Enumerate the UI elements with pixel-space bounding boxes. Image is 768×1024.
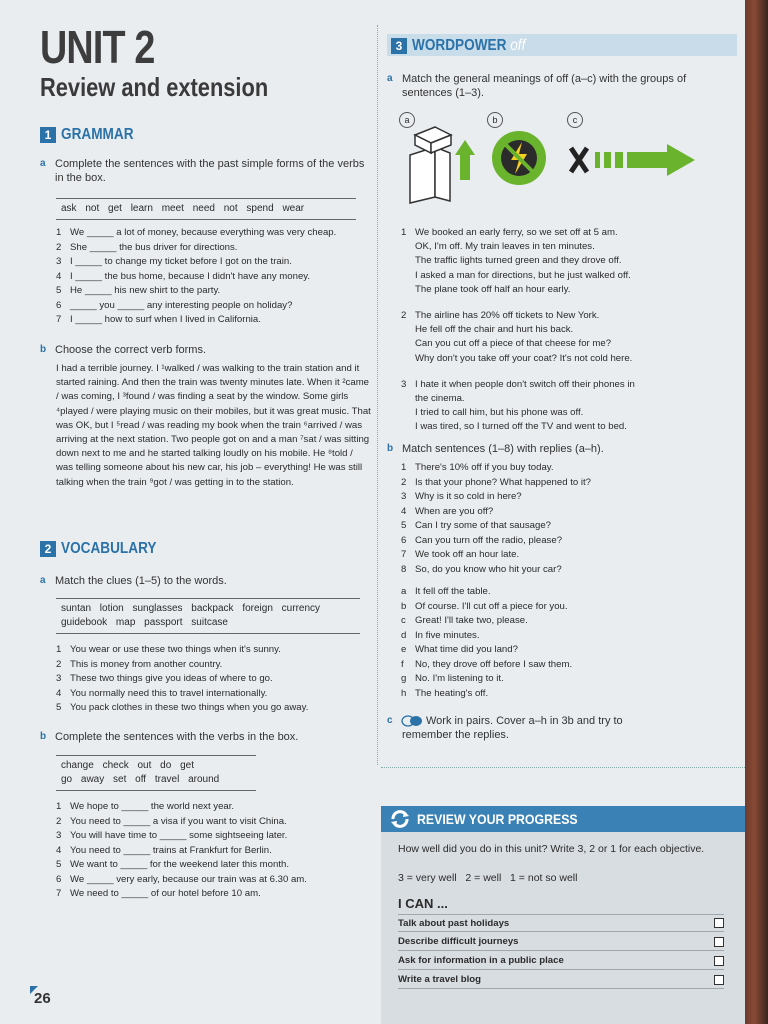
review-intro: How well did you do in this unit? Write 3, 2 or 1 for each objective.: [398, 843, 705, 855]
list-item: [56, 815, 376, 830]
item-number: 8: [401, 563, 407, 575]
vocabulary-a-clues: [56, 643, 376, 716]
wordbox-line: guidebook map passport suitcase: [61, 617, 228, 628]
list-item: [401, 490, 731, 505]
item-text: You pack clothes in these two things when you go away.: [70, 702, 309, 713]
item-text: Can you turn off the radio, please?: [415, 534, 563, 546]
review-heading: [381, 806, 745, 832]
list-item: [56, 800, 376, 815]
ican-label: Ask for information in a public place: [398, 955, 564, 966]
item-number: 5: [56, 859, 62, 870]
item-text: These two things give you ideas of where to go.: [70, 673, 273, 684]
item-number: 4: [401, 505, 407, 517]
list-item: [56, 255, 376, 270]
wordpower-heading: [391, 37, 545, 55]
ican-row: [398, 933, 724, 951]
item-number: 1: [56, 227, 62, 238]
item-text: Of course. I'll cut off a piece for you.: [415, 600, 568, 612]
ican-row: [398, 952, 724, 970]
group-sentence: I tried to call him, but his phone was off.: [415, 407, 584, 419]
group-sentence: the cinema.: [415, 393, 465, 404]
item-number: 6: [56, 299, 62, 311]
item-text: There's 10% off if you buy today.: [415, 462, 554, 473]
section-number: 2: [40, 541, 56, 557]
item-text: I _____ to change my ticket before I got on the train.: [70, 256, 292, 267]
unit-subtitle: Review and extension: [40, 72, 269, 102]
wordpower-b-sentences: [401, 461, 731, 577]
vocabulary-task-b: [40, 730, 370, 746]
list-item: [56, 873, 376, 888]
list-item: [56, 687, 376, 702]
ican-checkbox[interactable]: [714, 975, 724, 985]
group-sentence: The plane took off half an hour early.: [415, 283, 571, 295]
item-number: f: [401, 658, 404, 670]
icon-label-a: a: [399, 112, 415, 128]
ican-row: [398, 971, 724, 989]
icon-label-b: b: [487, 112, 503, 128]
task-letter: b: [40, 731, 47, 742]
group-sentence: I asked a man for directions, but he just walked off.: [415, 269, 631, 281]
group-sentence: The airline has 20% off tickets to New York.: [415, 310, 600, 321]
item-text: We want to _____ for the weekend later this month.: [70, 859, 290, 870]
cross-arrow-icon: [567, 140, 697, 180]
item-text: The heating's off.: [415, 687, 489, 699]
review-scale: 3 = very well 2 = well 1 = not so well: [398, 872, 578, 884]
progress-cycle-icon: [389, 809, 411, 829]
grammar-heading: [40, 126, 146, 144]
grammar-a-sentences: [56, 226, 376, 328]
grammar-b-paragraph: I had a terrible journey. I ¹walked / was walking to the train station and it started raining. And then the train was twenty minutes late. When it ²came / was coming, I ³found / was finding a seat by the window. Some girls ⁴played / were playing music on their mobiles, but it was great music. That was OK, but I ⁵read / was reading my book when the train ⁶arrived / was arriving at the next station. Two people got on and a man ⁷sat / was sitting down next to me and he started talking loudly on his mobile. He ⁸told / was telling someone about his new car, his job – everything! He was still talking when the train ⁹got / was getting in to the station.: [56, 363, 371, 488]
task-instruction: Match the general meanings of off (a–c) with the groups of sentences (1–3).: [402, 73, 687, 99]
item-number: g: [401, 673, 407, 684]
item-number: 2: [56, 658, 62, 670]
wordpower-b-replies: [401, 585, 731, 701]
group-number: 1: [401, 227, 407, 238]
ican-label: Describe difficult journeys: [398, 936, 519, 947]
review-progress-box: [381, 806, 745, 1024]
wordbox-line: go away set off travel around: [61, 774, 220, 785]
item-number: 7: [401, 549, 407, 560]
item-text: No, they drove off before I saw them.: [415, 658, 573, 670]
list-item: [401, 658, 731, 673]
icon-label-c: c: [567, 112, 583, 128]
task-letter: a: [40, 158, 46, 169]
item-number: d: [401, 629, 407, 641]
item-number: 2: [56, 815, 62, 827]
section-title: VOCABULARY: [61, 540, 157, 557]
list-item: [56, 829, 376, 844]
grammar-wordbox: ask not get learn meet need not spend wear: [56, 198, 356, 220]
item-number: 4: [56, 270, 62, 282]
list-item: [56, 887, 376, 902]
group-sentence: Why don't you take off your coat? It's not cold here.: [415, 352, 633, 364]
ican-heading: I CAN ...: [398, 896, 448, 911]
item-number: 7: [56, 314, 62, 325]
box-lift-icon: [405, 125, 495, 205]
vocabulary-b-sentences: [56, 800, 376, 902]
item-text: We _____ a lot of money, because everything was very cheap.: [70, 227, 337, 238]
wordbox-line: suntan lotion sunglasses backpack foreign currency: [61, 603, 321, 614]
item-number: 1: [56, 801, 62, 812]
task-instruction: Complete the sentences with the verbs in the box.: [55, 731, 299, 743]
review-title: REVIEW YOUR PROGRESS: [417, 811, 578, 827]
item-text: I _____ how to surf when I lived in California.: [70, 314, 261, 325]
item-number: 1: [401, 462, 407, 473]
vocabulary-heading: [40, 540, 173, 558]
task-letter: c: [387, 715, 393, 726]
list-item: [401, 629, 731, 644]
item-text: You wear or use these two things when it's sunny.: [70, 644, 281, 655]
list-item: [56, 672, 376, 687]
vocabulary-a-wordbox: [56, 598, 360, 634]
task-instruction: Work in pairs. Cover a–h in 3b and try to remember the replies.: [402, 715, 623, 741]
list-item: [401, 563, 731, 578]
task-letter: b: [387, 443, 394, 454]
list-item: [401, 687, 731, 702]
item-text: We need to _____ of our hotel before 10 am.: [70, 888, 261, 899]
power-off-icon: [489, 128, 549, 188]
item-number: 6: [56, 873, 62, 885]
group-sentence: We booked an early ferry, so we set off at 5 am.: [415, 227, 618, 238]
list-item: [401, 600, 731, 615]
item-text: You normally need this to travel internationally.: [70, 687, 268, 699]
list-item: [401, 519, 731, 534]
group-lines: [415, 309, 632, 366]
group-sentence: I hate it when people don't switch off their phones in: [415, 378, 635, 390]
group-lines: [415, 378, 635, 435]
group-number: 2: [401, 310, 407, 321]
list-item: [56, 299, 376, 314]
item-text: You need to _____ trains at Frankfurt for Berlin.: [70, 844, 272, 856]
item-text: He _____ his new shirt to the party.: [70, 285, 221, 296]
item-number: 5: [401, 520, 407, 531]
section-title: GRAMMAR: [61, 126, 134, 143]
list-item: [401, 585, 731, 600]
item-text: Great! I'll take two, please.: [415, 615, 528, 626]
ican-label: Write a travel blog: [398, 974, 481, 985]
page-number: 26: [34, 990, 51, 1007]
ican-checkbox[interactable]: [714, 956, 724, 966]
column-divider: [377, 25, 378, 765]
group-sentence: I was tired, so I turned off the TV and went to bed.: [415, 421, 627, 433]
wordpower-task-c: [387, 714, 737, 744]
item-number: 3: [56, 256, 62, 267]
item-number: e: [401, 644, 407, 655]
item-text: No. I'm listening to it.: [415, 673, 504, 684]
item-text: _____ you _____ any interesting people on holiday?: [70, 299, 293, 311]
list-item: [401, 476, 731, 491]
group-sentence: The traffic lights turned green and they drove off.: [415, 255, 622, 267]
unit-title: UNIT 2: [40, 21, 155, 73]
item-number: 6: [401, 534, 407, 546]
section-title: [412, 37, 525, 55]
grammar-task-b: [40, 343, 370, 359]
item-number: 2: [401, 476, 407, 488]
task-instruction: Match sentences (1–8) with replies (a–h).: [402, 443, 604, 455]
item-text: You need to _____ a visa if you want to visit China.: [70, 815, 287, 827]
list-item: [56, 658, 376, 673]
group-sentence: He fell off the chair and hurt his back.: [415, 324, 574, 336]
list-item: [56, 858, 376, 873]
item-text: What time did you land?: [415, 644, 518, 655]
item-number: 3: [56, 673, 62, 684]
task-letter: a: [387, 73, 393, 84]
list-item: [401, 548, 731, 563]
list-item: [56, 643, 376, 658]
item-number: 2: [56, 241, 62, 253]
wordpower-title: WORDPOWER: [412, 37, 507, 54]
wordpower-task-a: [387, 72, 737, 102]
item-number: 1: [56, 644, 62, 655]
list-item: [56, 270, 376, 285]
vocabulary-b-wordbox: [56, 755, 256, 791]
book-spine: [745, 0, 768, 1024]
ican-checkbox[interactable]: [714, 918, 724, 928]
item-number: c: [401, 615, 406, 626]
group-sentence: OK, I'm off. My train leaves in ten minutes.: [415, 241, 595, 253]
ican-checkbox[interactable]: [714, 937, 724, 947]
list-item: [401, 461, 731, 476]
item-number: 5: [56, 702, 62, 713]
wordpower-word: off: [510, 37, 526, 54]
item-text: I _____ the bus home, because I didn't have any money.: [70, 270, 311, 282]
item-text: So, do you know who hit your car?: [415, 563, 562, 575]
item-text: She _____ the bus driver for directions.: [70, 241, 238, 253]
list-item: [56, 844, 376, 859]
list-item: [401, 505, 731, 520]
section-number: 1: [40, 127, 56, 143]
item-number: 3: [401, 491, 407, 502]
list-item: [56, 284, 376, 299]
item-number: 3: [56, 830, 62, 841]
task-instruction: Complete the sentences with the past simple forms of the verbs in the box.: [55, 158, 365, 184]
item-text: We took off an hour late.: [415, 549, 520, 560]
ican-label: Talk about past holidays: [398, 917, 510, 929]
item-number: 5: [56, 285, 62, 296]
group-sentence: Can you cut off a piece of that cheese for me?: [415, 338, 612, 350]
item-text: It fell off the table.: [415, 586, 491, 597]
group-lines: [415, 226, 631, 297]
item-text: Can I try some of that sausage?: [415, 520, 551, 531]
list-item: [401, 534, 731, 549]
item-number: 7: [56, 888, 62, 899]
item-text: This is money from another country.: [70, 658, 223, 670]
item-text: Is that your phone? What happened to it?: [415, 476, 592, 488]
list-item: [56, 701, 376, 716]
list-item: [56, 241, 376, 256]
wordbox-line: change check out do get: [61, 760, 194, 771]
item-number: b: [401, 600, 407, 612]
item-number: a: [401, 586, 407, 597]
item-number: h: [401, 687, 407, 699]
section-number: 3: [391, 38, 407, 54]
item-text: You will have time to _____ some sightseeing later.: [70, 830, 288, 841]
list-item: [401, 614, 731, 629]
ican-row: [398, 914, 724, 932]
item-number: 4: [56, 844, 62, 856]
item-text: When are you off?: [415, 505, 494, 517]
list-item: [401, 643, 731, 658]
task-instruction: Match the clues (1–5) to the words.: [55, 575, 227, 587]
item-number: 4: [56, 687, 62, 699]
item-text: We hope to _____ the world next year.: [70, 801, 235, 812]
task-letter: a: [40, 575, 46, 586]
task-instruction: Choose the correct verb forms.: [55, 344, 207, 356]
item-text: In five minutes.: [415, 629, 480, 641]
item-text: We _____ very early, because our train was at 6.30 am.: [70, 873, 307, 885]
item-text: Why is it so cold in here?: [415, 491, 522, 502]
list-item: [56, 313, 376, 328]
section-separator: [381, 767, 745, 768]
grammar-task-a: [40, 157, 370, 191]
task-letter: b: [40, 344, 47, 355]
list-item: [56, 226, 376, 241]
group-number: 3: [401, 378, 407, 390]
list-item: [401, 672, 731, 687]
wordpower-task-b: [387, 442, 737, 458]
vocabulary-task-a: [40, 574, 370, 590]
